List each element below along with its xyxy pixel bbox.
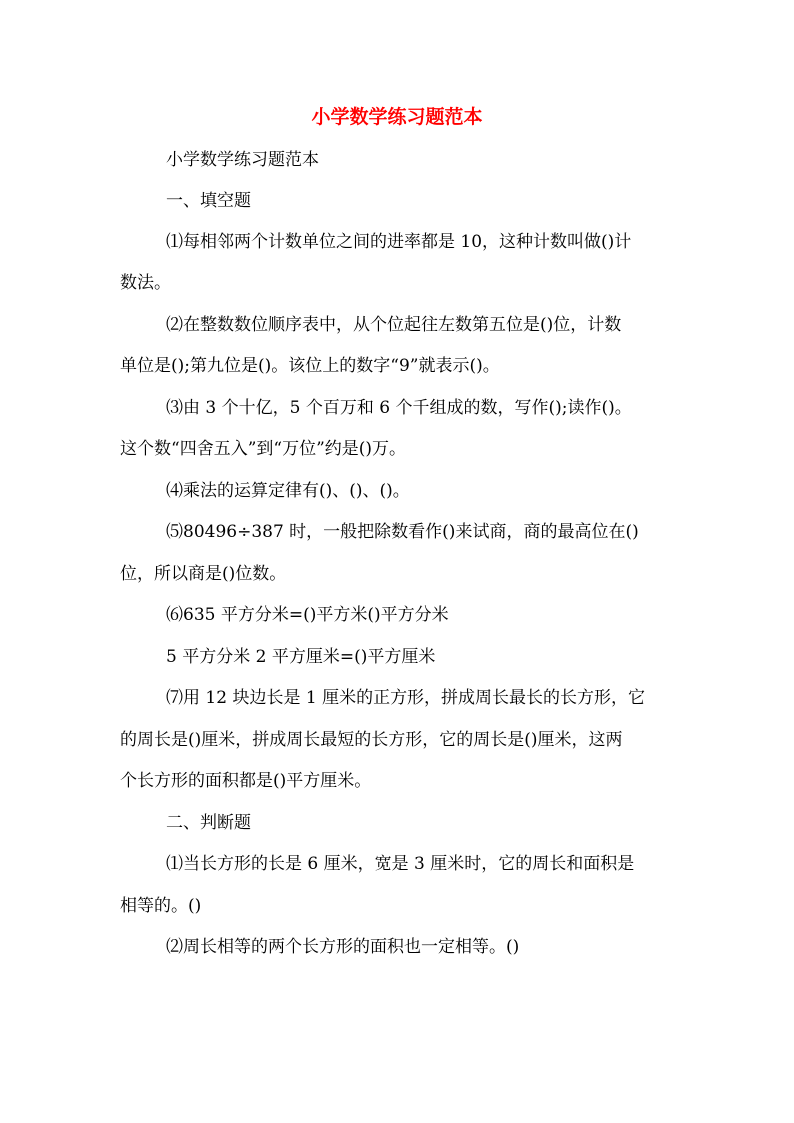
judge-question-1-line-1: ⑴当长方形的长是 6 厘米，宽是 3 厘米时，它的周长和面积是 xyxy=(166,854,635,874)
question-2-line-1: ⑵在整数数位顺序表中，从个位起往左数第五位是()位，计数 xyxy=(166,315,622,335)
question-1-line-1: ⑴每相邻两个计数单位之间的进率都是 10，这种计数叫做()计 xyxy=(166,232,632,252)
document-title: 小学数学练习题范本 xyxy=(311,106,483,128)
question-3-line-1: ⑶由 3 个十亿，5 个百万和 6 个千组成的数，写作();读作()。 xyxy=(166,398,632,418)
question-7-line-3: 个长方形的面积都是()平方厘米。 xyxy=(120,771,372,791)
section-heading-fill-blank: 一、填空题 xyxy=(166,191,251,211)
question-6-line-1: ⑹635 平方分米=()平方米()平方分米 xyxy=(166,605,449,625)
question-7-line-1: ⑺用 12 块边长是 1 厘米的正方形，拼成周长最长的长方形，它 xyxy=(166,688,646,708)
judge-question-1-line-2: 相等的。() xyxy=(120,896,202,916)
question-4-line-1: ⑷乘法的运算定律有()、()、()。 xyxy=(166,481,410,501)
question-2-line-2: 单位是();第九位是()。该位上的数字“9”就表示()。 xyxy=(120,356,500,376)
question-6-line-2: 5 平方分米 2 平方厘米=()平方厘米 xyxy=(166,647,436,667)
section-heading-true-false: 二、判断题 xyxy=(166,813,251,833)
question-5-line-1: ⑸80496÷387 时，一般把除数看作()来试商，商的最高位在() xyxy=(166,522,639,542)
question-7-line-2: 的周长是()厘米，拼成周长最短的长方形，它的周长是()厘米，这两 xyxy=(120,730,623,750)
subtitle: 小学数学练习题范本 xyxy=(166,150,319,170)
question-3-line-2: 这个数“四舍五入”到“万位”约是()万。 xyxy=(120,439,407,459)
question-1-line-2: 数法。 xyxy=(120,273,171,293)
judge-question-2-line-1: ⑵周长相等的两个长方形的面积也一定相等。() xyxy=(166,937,520,957)
question-5-line-2: 位，所以商是()位数。 xyxy=(120,564,287,584)
